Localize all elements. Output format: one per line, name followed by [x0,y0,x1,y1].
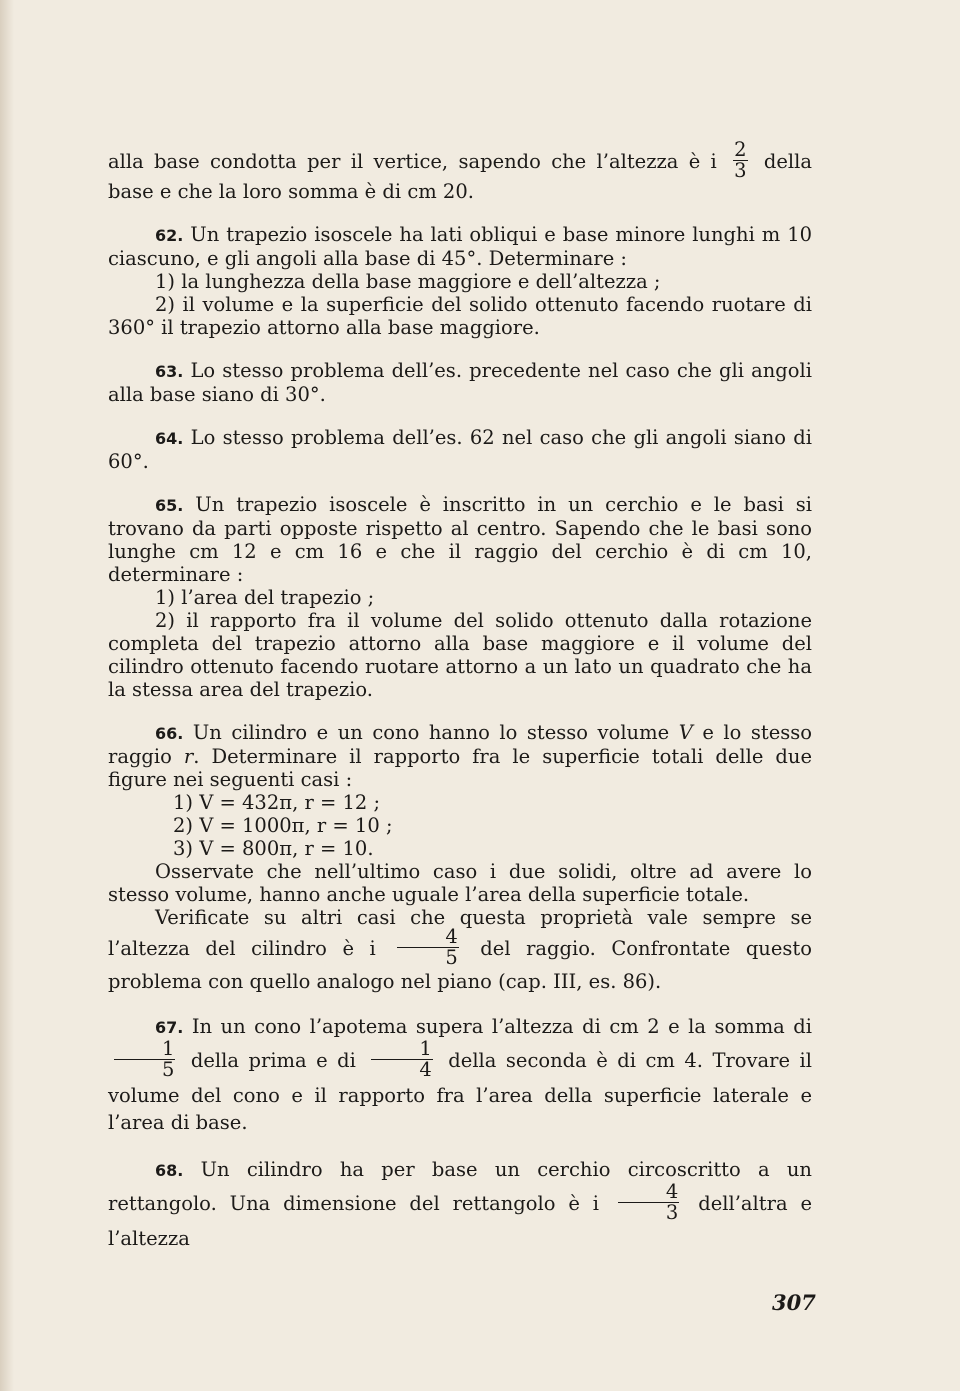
variable-V: V [678,721,693,744]
fraction-two-thirds: $\frac{2}{3}$ [734,138,747,182]
exercise-number: 65. [155,496,184,515]
exercise-number: 64. [155,429,184,448]
exercise-62-item-2: 2) il volume e la superficie del solido ottenuto facendo ruotare di 360° il trapezio attorno alla base maggiore. [108,293,812,339]
exercise-number: 66. [155,724,184,743]
intro-line-1 [108,140,812,184]
exercise-number: 63. [155,362,184,381]
exercise-64 [108,426,812,473]
intro-text-b: della [763,150,813,173]
exercise-number: 68. [155,1161,184,1180]
exercise-68: 68. Un cilindro ha per base un cerchio circoscritto a un rettangolo. Una dimensione del rettangolo è i $\frac{4}{3}$ dell’altra e l’altezza [108,1158,812,1250]
exercise-62 [108,223,812,270]
exercise-66-observation: Osservate che nell’ultimo caso i due solidi, oltre ad avere lo stesso volume, hanno anche uguale l’area della superficie totale. [108,860,812,906]
page-edge-shadow [0,0,14,1391]
case-item: 3) V = 800π, r = 10. [173,837,374,860]
page-number: 307 [772,1290,816,1315]
exercise-62-item-1: 1) la lunghezza della base maggiore e dell’altezza ; [155,270,661,293]
exercise-65 [108,493,812,586]
fraction-one-fifth: $\frac{1}{5}$ [114,1039,175,1080]
exercise-number: 62. [155,226,184,245]
exercise-65-item-1: 1) l’area del trapezio ; [155,586,375,609]
exercise-66-verify: Verificate su altri casi che questa proprietà vale sempre se l’altezza del cilindro è i $\frac{4}{5}$ del raggio. Confrontate questo problema con quello analogo nel piano (cap. III, es. 86). [108,906,812,993]
fraction-one-quarter: $\frac{1}{4}$ [371,1039,432,1080]
case-item: 2) V = 1000π, r = 10 ; [173,814,393,837]
exercise-67: 67. In un cono l’apotema supera l’altezza di cm 2 e la somma di $\frac{1}{5}$ della prima e di $\frac{1}{4}$ della seconda è di cm 4. Trovare il volume del cono e il rapporto fra l’area della superficie laterale e l’area di base. [108,1015,812,1134]
intro-text-a: alla base condotta per il vertice, sapendo che l’altezza è i [108,150,717,173]
variable-r: r [183,745,194,768]
exercise-number: 67. [155,1018,184,1037]
exercise-65-item-2: 2) il rapporto fra il volume del solido ottenuto dalla rotazione completa del trapezio attorno alla base maggiore e il volume del cilindro ottenuto facendo ruotare attorno a un lato un quadrato che ha la stessa area del trapezio. [108,609,812,701]
case-item: 1) V = 432π, r = 12 ; [173,791,381,814]
page-text [108,140,812,1252]
fraction-four-fifths: $\frac{4}{5}$ [397,927,458,968]
exercise-body: Lo stesso problema dell’es. precedente nel caso che gli angoli alla base siano di 30°. [108,359,812,406]
intro-line-2: base e che la loro somma è di cm 20. [108,180,474,203]
exercise-66: 66. Un cilindro e un cono hanno lo stesso volume V e lo stesso raggio r. Determinare il rapporto fra le superficie totali delle due figure nei seguenti casi : [108,721,813,791]
fraction-four-thirds: $\frac{4}{3}$ [618,1182,679,1223]
exercise-body: Un trapezio isoscele ha lati obliqui e base minore lunghi m 10 ciascuno, e gli angoli alla base di 45°. Determinare : [108,223,813,270]
exercise-body: Lo stesso problema dell’es. 62 nel caso che gli angoli siano di 60°. [108,426,812,473]
exercise-63 [108,359,812,406]
exercise-body: Un trapezio isoscele è inscritto in un cerchio e le basi si trovano da parti opposte rispetto al centro. Sapendo che le basi sono lunghe cm 12 e cm 16 e che il raggio del cerchio è di cm 10, determinare : [108,493,813,586]
exercise-66-cases [108,791,812,860]
